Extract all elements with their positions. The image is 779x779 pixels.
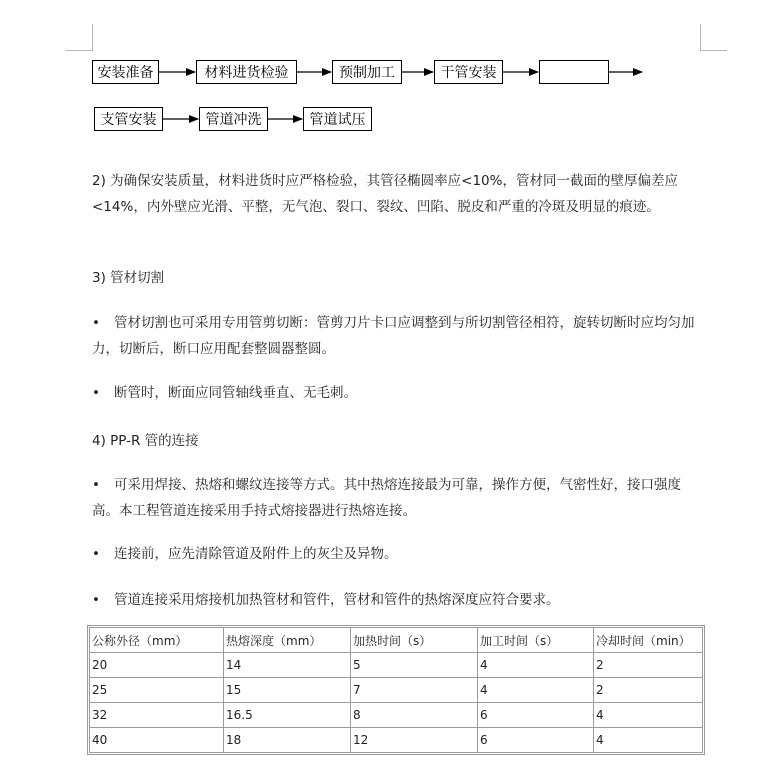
table-row <box>90 678 703 703</box>
table-header-cell: 热熔深度（mm） <box>224 628 351 653</box>
bullet-text: 管道连接采用熔接机加热管材和管件，管材和管件的热熔深度应符合要求。 <box>114 592 560 608</box>
bullet-pipe-shear <box>92 310 707 362</box>
table-header-cell: 冷却时间（min） <box>594 628 703 653</box>
bullet-symbol: • <box>92 546 100 562</box>
flow-step-pressure-test: 管道试压 <box>303 107 372 131</box>
table-cell: 5 <box>351 653 478 678</box>
table-cell: 6 <box>478 728 594 753</box>
table-cell: 2 <box>594 678 703 703</box>
flow-step-empty <box>539 60 609 84</box>
heading-pipe-cutting: 3) 管材切割 <box>92 270 165 286</box>
table-cell: 14 <box>224 653 351 678</box>
bullet-cut-surface <box>92 380 707 406</box>
bullet-symbol: • <box>92 315 100 331</box>
flow-step-material-inspection: 材料进货检验 <box>196 60 297 84</box>
table-cell: 4 <box>478 653 594 678</box>
table-cell: 25 <box>90 678 224 703</box>
table-cell: 4 <box>594 703 703 728</box>
bullet-text: 管材切割也可采用专用管剪切断：管剪刀片卡口应调整到与所切割管径相符，旋转切断时应均匀加力，切断后，断口应用配套整圆器整圆。 <box>92 315 695 357</box>
table-cell: 32 <box>90 703 224 728</box>
flow-step-prefabrication: 预制加工 <box>332 60 402 84</box>
table-cell: 4 <box>594 728 703 753</box>
table-header-row <box>90 628 703 653</box>
bullet-symbol: • <box>92 592 100 608</box>
bullet-symbol: • <box>92 385 100 401</box>
bullet-fusion-depth <box>92 587 707 613</box>
bullet-text: 断管时，断面应同管轴线垂直、无毛刺。 <box>114 385 357 401</box>
table-row <box>90 703 703 728</box>
flow-step-branch-pipe-install: 支管安装 <box>94 107 163 131</box>
table-cell: 16.5 <box>224 703 351 728</box>
bullet-symbol: • <box>92 477 100 493</box>
flow-step-main-pipe-install: 干管安装 <box>434 60 503 84</box>
fusion-parameter-table <box>89 627 703 753</box>
table-cell: 2 <box>594 653 703 678</box>
table-row <box>90 728 703 753</box>
paragraph-material-inspection: 2) 为确保安装质量，材料进货时应严格检验，其管径椭圆率应<10%，管材同一截面的壁厚偏差应<14%，内外壁应光滑、平整，无气泡、裂口、裂纹、凹陷、脱皮和严重的冷斑及明显的痕迹。 <box>92 173 678 215</box>
table-cell: 12 <box>351 728 478 753</box>
table-cell: 8 <box>351 703 478 728</box>
bullet-text: 连接前，应先清除管道及附件上的灰尘及异物。 <box>114 546 398 562</box>
table-header-cell: 加工时间（s） <box>478 628 594 653</box>
table-cell: 7 <box>351 678 478 703</box>
table-row <box>90 653 703 678</box>
table-cell: 40 <box>90 728 224 753</box>
table-header-cell: 公称外径（mm） <box>90 628 224 653</box>
table-header-cell: 加热时间（s） <box>351 628 478 653</box>
bullet-text: 可采用焊接、热熔和螺纹连接等方式。其中热熔连接最为可靠，操作方便，气密性好，接口强度高。本工程管道连接采用手持式熔接器进行热熔连接。 <box>92 477 681 519</box>
table-cell: 15 <box>224 678 351 703</box>
table-cell: 18 <box>224 728 351 753</box>
bullet-connection-methods <box>92 472 707 524</box>
heading-ppr-connection: 4) PP-R 管的连接 <box>92 433 199 449</box>
table-cell: 6 <box>478 703 594 728</box>
flow-step-pipe-flushing: 管道冲洗 <box>199 107 268 131</box>
flow-step-install-prep: 安装准备 <box>92 60 159 84</box>
table-cell: 20 <box>90 653 224 678</box>
bullet-clean-before-connect <box>92 541 707 567</box>
table-cell: 4 <box>478 678 594 703</box>
